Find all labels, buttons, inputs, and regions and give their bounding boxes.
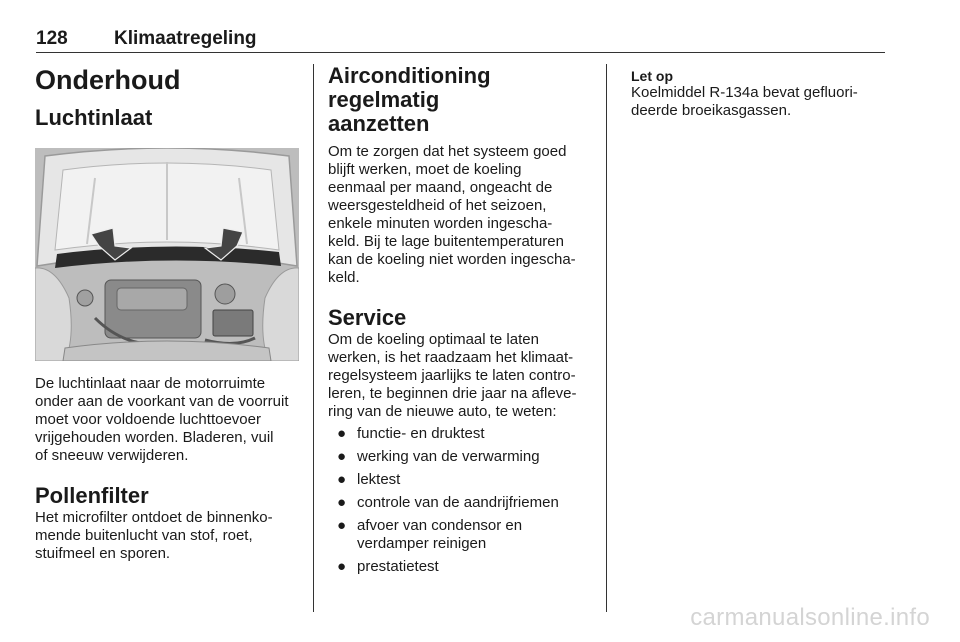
service-text-5: ring van de nieuwe auto, te weten:	[328, 403, 557, 420]
list-item-text: prestatietest	[357, 558, 439, 575]
air-inlet-text-1: De luchtinlaat naar de motorruimte	[35, 375, 266, 392]
bullet-icon: ●	[337, 425, 347, 442]
washer-cap	[77, 290, 93, 306]
bullet-icon: ●	[337, 448, 347, 465]
list-item	[328, 558, 592, 576]
page-number: 128	[36, 28, 68, 49]
air-inlet-text-5: of sneeuw verwijderen.	[35, 447, 189, 464]
service-text-3: regelsysteem jaarlijks te laten contro-	[328, 367, 576, 384]
column-middle	[328, 64, 592, 581]
bullet-icon: ●	[337, 558, 347, 575]
ac-title-line-1: Airconditioning regelmatig	[328, 63, 491, 112]
service-text-4: leren, te beginnen drie jaar na afleve-	[328, 385, 577, 402]
note-text-2: deerde broeikasgassen.	[631, 102, 792, 119]
air-inlet-text-2: onder aan de voorkant van de voorruit	[35, 393, 289, 410]
running-title: Klimaatregeling	[114, 28, 257, 49]
page-header	[36, 28, 885, 53]
engine-bay-figure	[35, 148, 299, 361]
service-text-2: werken, is het raadzaam het klimaat-	[328, 349, 574, 366]
engine-cover	[117, 288, 187, 310]
list-item	[328, 494, 592, 512]
air-inlet-text-4: vrijgehouden worden. Bladeren, vuil	[35, 429, 274, 446]
ac-text-1: Om te zorgen dat het systeem goed	[328, 143, 567, 160]
list-item	[328, 425, 592, 443]
reservoir-cap	[215, 284, 235, 304]
ac-text-3: eenmaal per maand, ongeacht de	[328, 179, 553, 196]
column-left	[35, 64, 301, 563]
ac-text-6: keld. Bij te lage buitentemperaturen	[328, 233, 564, 250]
ac-text-7: kan de koeling niet worden ingescha-	[328, 251, 576, 268]
bullet-icon: ●	[337, 471, 347, 488]
section-title: Onderhoud	[35, 65, 181, 95]
pollen-text-2: mende buitenlucht van stof, roet,	[35, 527, 253, 544]
pollen-text-1: Het microfilter ontdoet de binnenko-	[35, 509, 273, 526]
subsection-title-service: Service	[328, 305, 407, 330]
column-divider-1	[313, 64, 314, 612]
ac-text-8: keld.	[328, 269, 360, 286]
list-item-text: werking van de verwarming	[357, 448, 540, 465]
ac-text-4: weersgesteldheid of het seizoen,	[328, 197, 547, 214]
engine-bay-illustration	[35, 148, 299, 361]
watermark: carmanualsonline.info	[690, 604, 930, 631]
ac-title-line-2: aanzetten	[328, 111, 430, 136]
note-text-1: Koelmiddel R-134a bevat gefluori-	[631, 84, 858, 101]
list-item-text: controle van de aandrijfriemen	[357, 494, 559, 511]
service-text-1: Om de koeling optimaal te laten	[328, 331, 539, 348]
list-item-text: verdamper reinigen	[357, 535, 487, 552]
pollen-text-3: stuifmeel en sporen.	[35, 545, 171, 562]
air-inlet-text-3: moet voor voldoende luchttoevoer	[35, 411, 261, 428]
list-item	[328, 517, 592, 553]
list-item-text: functie- en druktest	[357, 425, 485, 442]
list-item-text: lektest	[357, 471, 401, 488]
list-item-text: afvoer van condensor en	[357, 517, 523, 534]
ac-text-2: blijft werken, moet de koeling	[328, 161, 522, 178]
list-item	[328, 471, 592, 489]
battery	[213, 310, 253, 336]
column-divider-2	[606, 64, 607, 612]
subsection-title-air-inlet: Luchtinlaat	[35, 105, 153, 130]
ac-text-5: enkele minuten worden ingescha-	[328, 215, 553, 232]
bullet-icon: ●	[337, 494, 347, 511]
subsection-title-pollen: Pollenfilter	[35, 483, 149, 508]
list-item	[328, 448, 592, 466]
note-title: Let op	[631, 68, 673, 84]
service-checklist	[328, 425, 592, 576]
column-right	[631, 68, 886, 120]
bullet-icon: ●	[337, 517, 347, 534]
subsection-title-ac	[328, 64, 592, 136]
